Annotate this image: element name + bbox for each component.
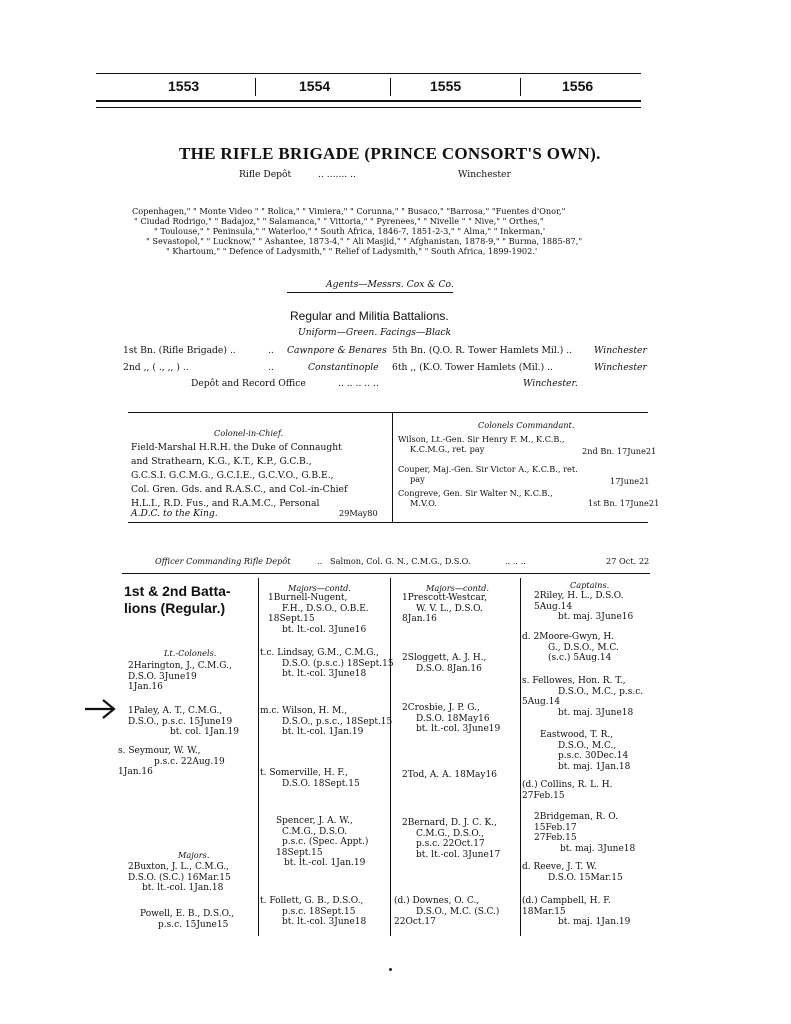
officer-commanding-dots2: .. .. .. — [505, 556, 526, 566]
entry-line: 2Bridgeman, R. O. — [534, 812, 618, 822]
entry-line: d. Reeve, J. T. W. — [522, 862, 597, 872]
officer-entry — [402, 593, 487, 625]
battalion-rstation: Winchester — [594, 362, 647, 373]
entry-line: 2Bernard, D. J. C. K., — [402, 818, 497, 828]
officer-entry — [522, 632, 619, 664]
officer-entry — [522, 676, 643, 718]
entry-line: bt. col. 1Jan.19 — [170, 727, 239, 737]
entry-line: (d.) Campbell, H. F. — [522, 896, 611, 906]
header-bottom-rule — [96, 100, 641, 102]
regiment-title: THE RIFLE BRIGADE (PRINCE CONSORT'S OWN). — [179, 144, 601, 163]
colonel-line: H.L.I., R.D. Fus., and R.A.M.C., Personal — [131, 498, 320, 509]
majors-heading: Majors. — [178, 850, 210, 860]
depot-label: Rifle Depôt — [239, 169, 292, 180]
depot-record-label: Depôt and Record Office — [191, 378, 306, 389]
entry-line: 2Tod, A. A. 18May16 — [402, 770, 497, 780]
battalion-dots: .. — [268, 362, 274, 373]
officer-entry — [128, 661, 232, 693]
battalion-station: Constantinople — [308, 362, 379, 373]
battalion-right: 5th Bn. (Q.O. R. Tower Hamlets Mil.) .. — [392, 345, 573, 356]
header-divider — [255, 78, 256, 96]
entry-line: D.S.O. 3June19 — [128, 671, 197, 682]
entry-line: bt. maj. 3June18 — [560, 843, 636, 854]
entry-line: D.S.O., p.s.c., 18Sept.15 — [282, 716, 393, 727]
entry-line: 1Jan.16 — [118, 767, 153, 777]
entry-line: F.H., D.S.O., O.B.E. — [282, 603, 369, 614]
officer-entry — [402, 653, 486, 674]
depot-record-dots: .. .. .. .. .. — [338, 378, 379, 389]
column-divider — [390, 578, 391, 936]
entry-line: D.S.O., p.s.c. 15June19 — [128, 716, 233, 727]
entry-line: 5Aug.14 — [534, 601, 573, 612]
officer-entry — [118, 746, 225, 778]
entry-line: 1Prescott-Westcar, — [402, 593, 487, 603]
battalion-station: Cawnpore & Benares — [287, 345, 387, 356]
entry-line: 22Oct.17 — [394, 917, 436, 927]
entry-line: 1Paley, A. T., C.M.G., — [128, 706, 223, 716]
commandant-line: Wilson, Lt.-Gen. Sir Henry F. M., K.C.B., — [398, 434, 565, 444]
commandant-line: pay — [410, 474, 425, 484]
depot-record-location: Winchester. — [523, 378, 578, 389]
header-top-rule — [96, 73, 641, 74]
entry-line: W. V. L., D.S.O. — [416, 603, 483, 614]
entry-line: d. 2Moore-Gwyn, H. — [522, 632, 615, 642]
battalions-heading: Regular and Militia Battalions. — [290, 309, 449, 323]
agents-rule — [287, 292, 453, 293]
officer-entry — [268, 593, 369, 635]
entry-line: 18Sept.15 — [268, 614, 315, 624]
entry-line: 2Harington, J., C.M.G., — [128, 661, 232, 671]
officer-entry — [522, 896, 630, 928]
commandant-line: Couper, Maj.-Gen. Sir Victor A., K.C.B., ret. — [398, 464, 578, 474]
page-number-3: 1555 — [430, 78, 462, 94]
colonel-line: Field-Marshal H.R.H. the Duke of Connaught — [131, 442, 342, 453]
entry-line: t.c. Lindsay, G.M., C.M.G., — [260, 648, 379, 658]
entry-line: 15Feb.17 — [534, 822, 577, 833]
officer-entry — [402, 703, 500, 735]
entry-line: D.S.O., M.C., — [558, 740, 617, 751]
officer-entry — [260, 896, 366, 928]
entry-line: bt. lt.-col. 3June17 — [416, 849, 501, 860]
header-divider — [390, 78, 391, 96]
officer-entry — [394, 896, 499, 928]
entry-line: 27Feb.15 — [534, 833, 577, 843]
entry-line: 8Jan.16 — [402, 614, 437, 624]
entry-line: 1Burnell-Nugent, — [268, 593, 348, 603]
page-number-1: 1553 — [168, 78, 200, 94]
colonel-bottom-rule — [128, 522, 648, 523]
officer-entry — [402, 770, 497, 781]
battalion-dots: .. — [268, 345, 274, 356]
entry-line: (d.) Collins, R. L. H. — [522, 780, 613, 790]
officer-commanding-date: 27 Oct. 22 — [606, 556, 650, 566]
entry-line: p.s.c. 18Sept.15 — [282, 906, 356, 917]
entry-line: p.s.c. 22Aug.19 — [154, 756, 225, 767]
colonel-divider — [392, 412, 393, 522]
colonel-date: 29May80 — [339, 508, 378, 518]
officer-entry — [534, 812, 635, 854]
commandant-date: 17June21 — [610, 476, 650, 486]
entry-line: t. Follett, G. B., D.S.O., — [260, 896, 364, 906]
entry-line: 2Riley, H. L., D.S.O. — [534, 591, 624, 601]
entry-line: (s.c.) 5Aug.14 — [548, 653, 612, 663]
officer-entry — [260, 648, 394, 680]
column-3-heading: Majors—contd. — [426, 583, 489, 593]
entry-line: D.S.O. 18Sept.15 — [282, 778, 360, 789]
entry-line: bt. lt.-col. 3June19 — [416, 724, 501, 734]
uniform-line: Uniform—Green. Facings—Black — [298, 327, 452, 338]
colonel-line: G.C.S.I. G.C.M.G., G.C.I.E., G.C.V.O., G.B.E., — [131, 470, 334, 481]
entry-line: Spencer, J. A. W., — [276, 816, 353, 826]
honours-line: " Sevastopol," " Lucknow," " Ashantee, 1873-4," " Ali Masjid," " Afghanistan, 1878-9," " Burma, 1885-87," — [146, 236, 583, 246]
entry-line: G., D.S.O., M.C. — [548, 642, 619, 653]
entry-line: bt. maj. 1Jan.19 — [558, 917, 631, 927]
agents: Agents—Messrs. Cox & Co. — [326, 279, 454, 290]
entry-line: bt. lt.-col. 3June16 — [282, 624, 367, 635]
commandant-line: Congreve, Gen. Sir Walter N., K.C.B., — [398, 488, 553, 498]
battalion-left: 2nd ,, ( ., ,, ) .. — [123, 362, 189, 373]
entry-line: p.s.c. (Spec. Appt.) — [282, 837, 369, 847]
commandant-date: 2nd Bn. 17June21 — [582, 446, 657, 456]
table-top-rule — [122, 573, 650, 574]
entry-line: (d.) Downes, O. C., — [394, 896, 480, 906]
entry-line: D.S.O. (S.C.) 16Mar.15 — [128, 872, 231, 883]
entry-line: p.s.c. 15June15 — [158, 919, 229, 930]
column-divider — [520, 578, 521, 936]
page-number-2: 1554 — [299, 78, 331, 94]
officer-entry — [128, 862, 231, 894]
entry-line: D.S.O., M.C. (S.C.) — [416, 906, 500, 917]
officer-entry — [276, 816, 368, 869]
header-bottom-rule-2 — [96, 107, 641, 108]
entry-line: bt. maj. 3June16 — [558, 612, 634, 622]
commandant-date: 1st Bn. 17June21 — [588, 498, 660, 508]
commandant-line: K.C.M.G., ret. pay — [410, 444, 485, 454]
entry-line: m.c. Wilson, H. M., — [260, 706, 348, 716]
column-1-heading: 1st & 2nd Batta- — [124, 583, 231, 599]
entry-line: D.S.O., M.C., p.s.c. — [558, 686, 644, 697]
entry-line: bt. lt.-col. 3June18 — [282, 669, 367, 679]
entry-line: C.M.G., D.S.O. — [282, 826, 348, 837]
lt-colonels-heading: Lt.-Colonels. — [164, 648, 217, 658]
entry-line: D.S.O. 18May16 — [416, 713, 490, 724]
entry-line: bt. lt.-col. 3June18 — [282, 917, 367, 927]
entry-line: bt. lt.-col. 1Jan.19 — [282, 727, 364, 737]
honours-line: " Ciudad Rodrigo," " Badajoz," " Salamanca," " Vittoria," " Pyrenees," " Nivelle " " Nive," " Orthes," — [134, 216, 544, 226]
officer-entry — [402, 818, 500, 860]
entry-line: D.S.O. 15Mar.15 — [548, 872, 623, 883]
honours-line: " Toulouse," " Peninsula," " Waterloo," " South Africa, 1846-7, 1851-2-3," " Alma," " Inkerman,' — [154, 226, 546, 236]
officer-entry — [260, 706, 392, 738]
battalion-rstation: Winchester — [594, 345, 647, 356]
entry-line: bt. lt.-col. 1Jan.19 — [284, 858, 366, 868]
entry-line: Eastwood, T. R., — [540, 730, 614, 740]
page-number-4: 1556 — [562, 78, 594, 94]
entry-line: C.M.G., D.S.O., — [416, 828, 484, 839]
officer-entry — [540, 730, 630, 772]
entry-line: 2Sloggett, A. J. H., — [402, 653, 487, 663]
entry-line: D.S.O. (p.s.c.) 18Sept.15 — [282, 658, 394, 669]
entry-line: s. Seymour, W. W., — [118, 746, 201, 756]
entry-line: 2Buxton, J. L., C.M.G., — [128, 862, 230, 872]
colonels-commandant-heading: Colonels Commandant. — [478, 420, 575, 430]
colonel-top-rule — [128, 412, 648, 413]
entry-line: t. Somerville, H. F., — [260, 768, 348, 778]
entry-line: bt. lt.-col. 1Jan.18 — [142, 883, 224, 893]
entry-line: p.s.c. 22Oct.17 — [416, 839, 485, 849]
entry-line: 1Jan.16 — [128, 682, 163, 692]
entry-line: bt. maj. 3June18 — [558, 707, 634, 718]
header-divider — [520, 78, 521, 96]
ink-dot — [389, 968, 392, 971]
officer-entry — [128, 706, 239, 738]
colonel-line: and Strathearn, K.G., K.T., K.P., G.C.B., — [131, 456, 312, 467]
colonel-in-chief-heading: Colonel-in-Chief. — [214, 428, 284, 438]
entry-line: p.s.c. 30Dec.14 — [558, 751, 629, 761]
entry-line: 5Aug.14 — [522, 697, 561, 707]
honours-line: " Khartoum," " Defence of Ladysmith," " Relief of Ladysmith," " South Africa, 1899-1902.' — [166, 246, 538, 256]
officer-commanding-name: Salmon, Col. G. N., C.M.G., D.S.O. — [330, 556, 471, 566]
entry-line: Powell, E. B., D.S.O., — [140, 909, 235, 919]
honours-line: Copenhagen," " Monte Video " " Rolica," " Vimiera," " Corunna," " Busaco," "Barrosa," "Fuentes d'Onor," — [132, 206, 566, 216]
entry-line: s. Fellowes, Hon. R. T., — [522, 676, 626, 686]
entry-line: 18Sept.15 — [276, 847, 323, 858]
depot-location: Winchester — [458, 169, 511, 180]
entry-line: bt. maj. 1Jan.18 — [558, 761, 631, 772]
colonel-line: A.D.C. to the King. — [131, 508, 218, 519]
commandant-line: M.V.O. — [410, 498, 437, 508]
entry-line: D.S.O. 8Jan.16 — [416, 663, 482, 674]
entry-line: 2Crosbie, J. P. G., — [402, 703, 480, 713]
column-2-heading: Majors—contd. — [288, 583, 351, 593]
officer-entry — [140, 909, 234, 930]
battalion-right: 6th ,, (K.O. Tower Hamlets (Mil.) .. — [392, 362, 553, 373]
officer-entry — [260, 768, 360, 789]
officer-entry — [534, 591, 633, 623]
officer-commanding-label: Officer Commanding Rifle Depôt — [155, 556, 291, 566]
officer-entry — [522, 780, 613, 801]
entry-line: 18Mar.15 — [522, 906, 566, 917]
entry-line: 27Feb.15 — [522, 790, 565, 801]
officer-commanding-dots: .. — [317, 556, 323, 566]
column-4-heading: Captains. — [570, 580, 610, 590]
colonel-line: Col. Gren. Gds. and R.A.S.C., and Col.-in-Chief — [131, 484, 348, 495]
right-arrow-icon — [83, 698, 117, 720]
depot-dots: .. ....... .. — [318, 169, 356, 180]
column-divider — [258, 578, 259, 936]
officer-entry — [522, 862, 623, 883]
column-1-heading: lions (Regular.) — [124, 600, 226, 616]
battalion-left: 1st Bn. (Rifle Brigade) .. — [123, 345, 236, 356]
